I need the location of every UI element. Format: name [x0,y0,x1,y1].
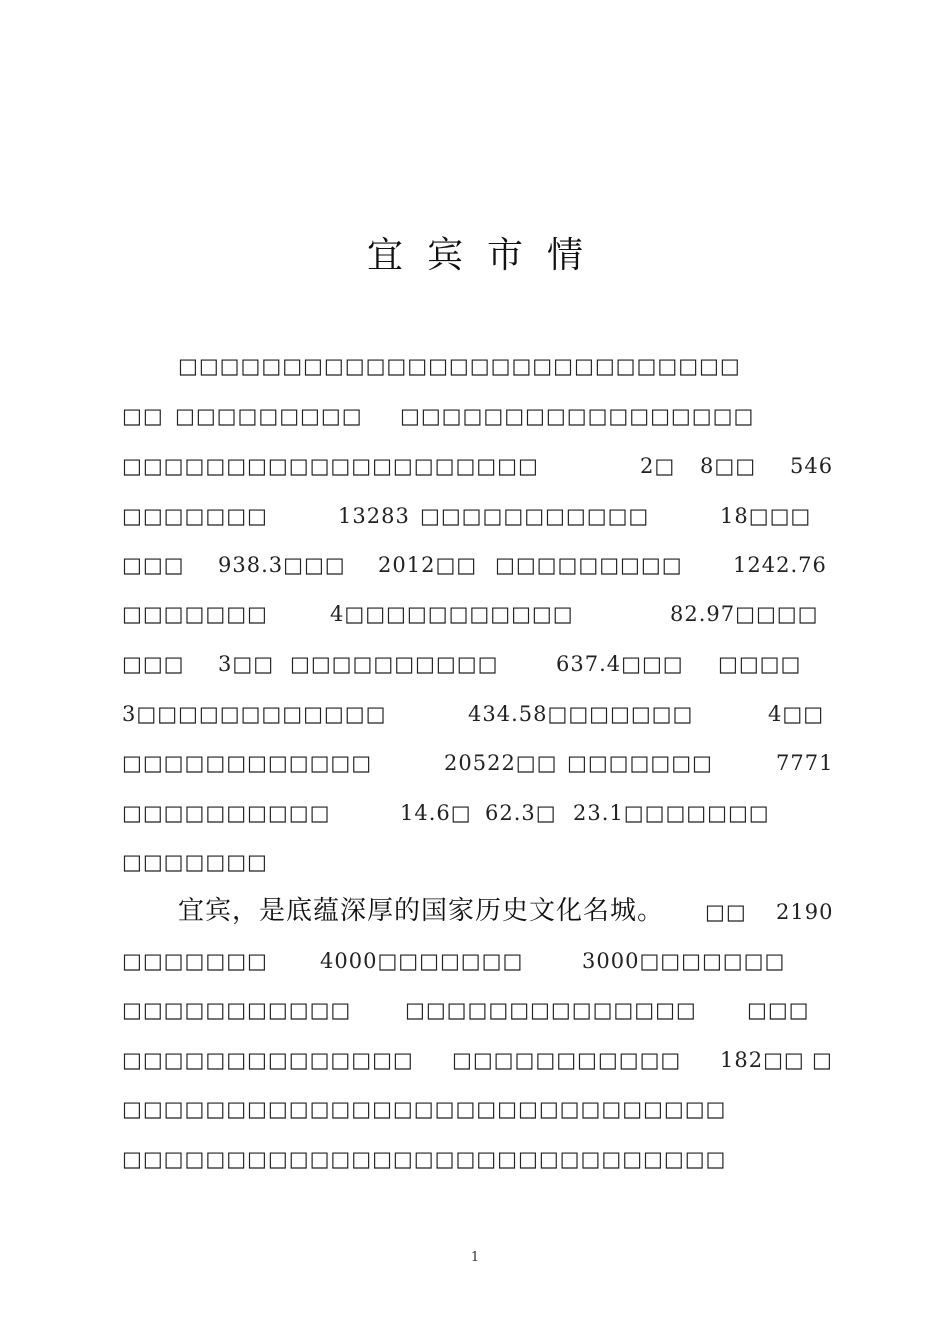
text-segment: □□□□ [718,652,802,676]
text-segment: □□□□□□□□□□ [122,801,331,825]
text-segment: □□□□□□□□□□□□□□ [122,1048,414,1072]
text-segment: 637.4□□□ [556,652,684,676]
text-segment: □□□□□□□□□□ [290,652,499,676]
text-segment: □□□□□□□□□□□□□□□□□□□□ [122,454,539,478]
text-segment: □□□□□□□□□□□□ [122,751,373,775]
text-segment: □ [812,1048,833,1072]
text-segment: 546 [790,454,834,478]
text-segment: 2012□□ [378,553,478,577]
text-segment: 8□□ [700,454,757,478]
text-segment: 3□□ [218,652,275,676]
text-segment: □□□□□□□□□□□□□□□□□ [400,404,755,428]
text-segment: □□□□□□□ [122,850,268,874]
text-segment: 434.58□□□□□□□ [468,702,694,726]
text-segment: □□□□□□□□□□□□□□□□□□□□□□□□□□□□□ [122,1147,727,1171]
text-segment: 4□□ [768,702,825,726]
text-segment: 938.3□□□ [218,553,346,577]
text-segment: □□□ [122,652,185,676]
text-segment: □□□□□□□ [122,504,268,528]
text-segment: 18□□□ [720,504,812,528]
text-segment: □□□□□□□□□ [495,553,683,577]
text-segment: 2□ [640,454,676,478]
text-segment: 82.97□□□□ [670,602,819,626]
paragraph-lead: 宜宾，是底蕴深厚的国家历史文化名城。 [178,896,665,926]
text-segment: 7771 [776,751,834,775]
text-segment: □□□□□□□□□□□□□□ [405,998,697,1022]
text-segment: 182□□ [720,1048,805,1072]
page-number: 1 [470,1250,480,1265]
text-segment: □□□□□□□□□□□ [452,1048,682,1072]
text-segment: □□□□□□□ [122,949,268,973]
text-segment: 4□□□□□□□□□□□ [330,602,574,626]
text-segment: □□□ [747,998,810,1022]
text-segment: □□□□□□□□□ [175,404,363,428]
text-segment: □□ [122,404,164,428]
text-segment: 3□□□□□□□□□□□□ [122,702,387,726]
text-segment: 1242.76 [733,553,827,577]
text-segment: 2190 [776,900,834,924]
text-segment: □□□□□□□□□□□ [122,998,352,1022]
text-segment: 62.3□ [485,801,557,825]
text-segment: □□□□□□□□□□□□□□□□□□□□□□□□□□□ [178,354,741,378]
page-title: 宜宾市情 [366,235,607,276]
text-segment: 20522□□ [444,751,558,775]
text-segment: 3000□□□□□□□ [582,949,786,973]
text-segment: □□□□□□□□□□□□□□□□□□□□□□□□□□□□□ [122,1097,727,1121]
text-segment: 23.1□□□□□□□ [573,801,770,825]
text-segment: □□□□□□□ [122,602,268,626]
text-segment: 4000□□□□□□□ [320,949,524,973]
text-segment: □□□□□□□ [567,751,713,775]
text-segment: 14.6□ [400,801,472,825]
text-segment: □□ [705,900,747,924]
text-segment: □□□ [122,553,185,577]
text-segment: 13283 [338,504,410,528]
text-segment: □□□□□□□□□□□ [420,504,650,528]
